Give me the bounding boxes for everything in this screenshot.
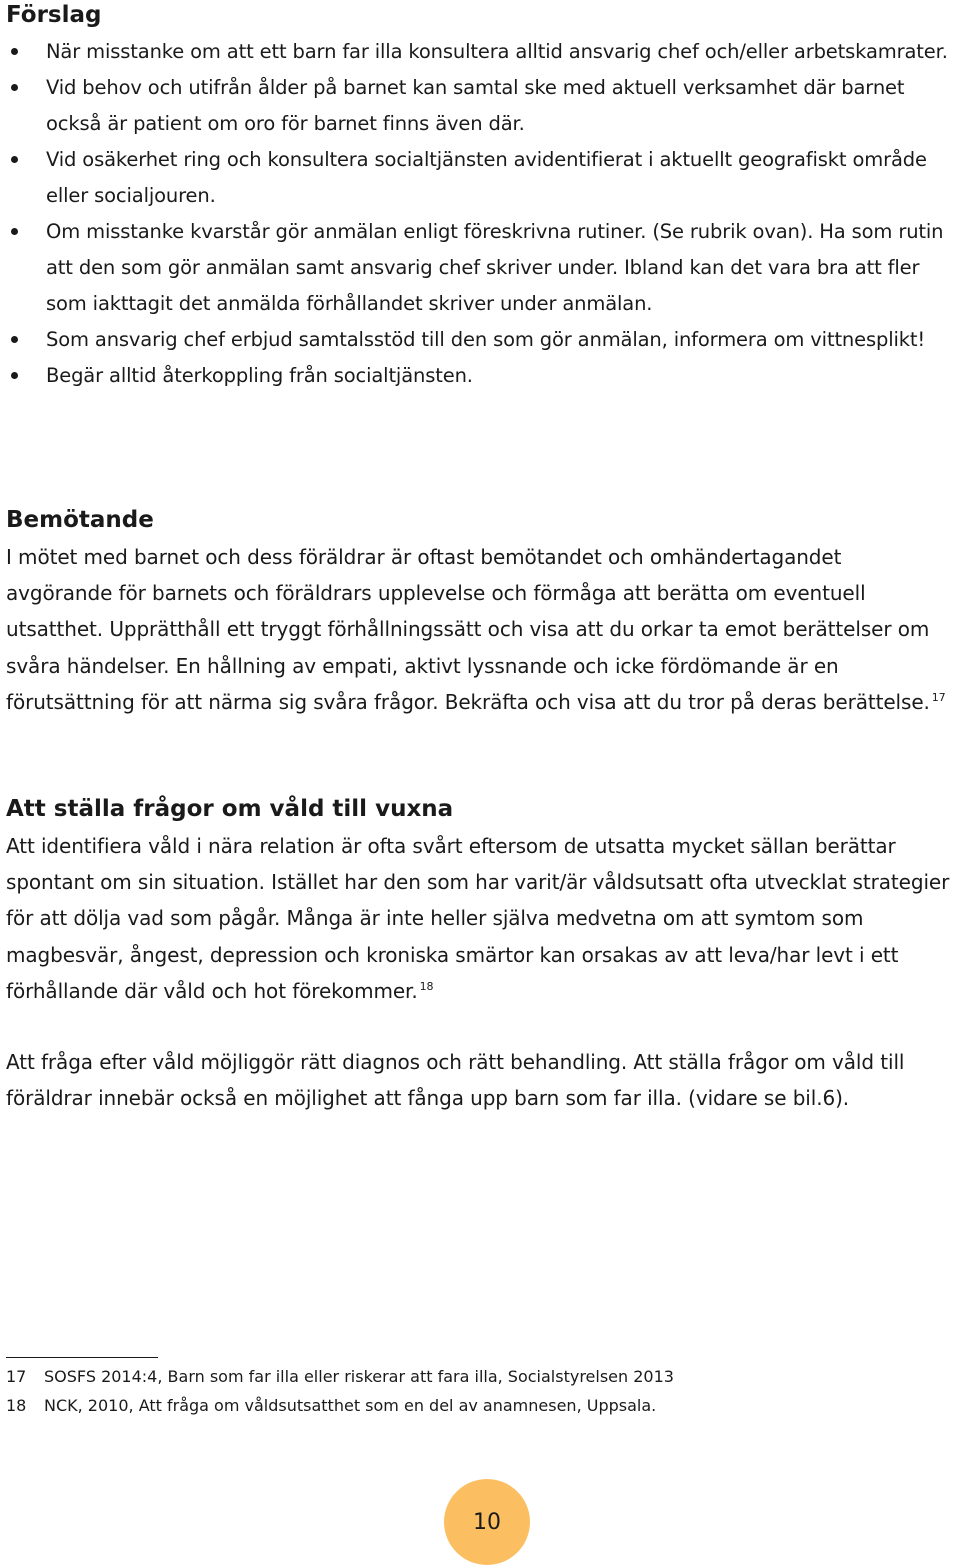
section-fragor	[6, 794, 960, 1116]
footnote-number: 17	[6, 1367, 27, 1386]
list-item: Vid osäkerhet ring och konsultera socialtjänsten avidentifierat i aktuellt geografiskt område eller socialjouren.	[6, 142, 960, 214]
list-item: Om misstanke kvarstår gör anmälan enligt föreskrivna rutiner. (Se rubrik ovan). Ha som rutin att den som gör anmälan samt ansvarig chef skriver under. Ibland kan det vara bra att fler som iakttagit det anmälda förhållandet skriver under anmälan.	[6, 214, 960, 322]
bemotande-paragraph: I mötet med barnet och dess föräldrar är oftast bemötandet och omhändertagandet avgörande för barnets och föräldrars upplevelse och förmåga att berätta om eventuell utsatthet. Upprätthåll ett tryggt förhållningssätt och visa att du orkar ta emot berättelser om svåra händelser. En hållning av empati, aktivt lyssnande och icke fördömande är en förutsättning för att närma sig svåra frågor. Bekräfta och visa att du tror på deras berättelse. $^{17}$	[6, 545, 946, 714]
footnote-number: 18	[6, 1396, 27, 1415]
list-item: Vid behov och utifrån ålder på barnet kan samtal ske med aktuell verksamhet där barnet också är patient om oro för barnet finns även där.	[6, 70, 960, 142]
list-item: När misstanke om att ett barn far illa konsultera alltid ansvarig chef och/eller arbetskamrater.	[6, 34, 960, 70]
footnote-17	[6, 1362, 946, 1391]
section-forslag	[6, 0, 960, 394]
footnotes	[6, 1362, 946, 1420]
section-heading-fragor: Att ställa frågor om våld till vuxna	[6, 796, 454, 822]
bullet-icon	[11, 336, 18, 343]
fragor-paragraph-1: Att identifiera våld i nära relation är ofta svårt eftersom de utsatta mycket sällan berättar spontant om sin situation. Istället har den som har varit/är våldsutsatt ofta utvecklat strategier för att dölja vad som pågår. Många är inte heller själva medvetna om att symtom som magbesvär, ångest, depression och kroniska smärtor kan orsakas av att leva/har levt i ett förhållande där våld och hot förekommer. $^{18}$	[6, 834, 950, 1003]
list-item: Begär alltid återkoppling från socialtjänsten.	[6, 358, 960, 394]
footnote-text: SOSFS 2014:4, Barn som far illa eller riskerar att fara illa, Socialstyrelsen 2013	[44, 1367, 674, 1386]
section-bemotande	[6, 505, 946, 720]
section-heading-bemotande: Bemötande	[6, 507, 154, 533]
fragor-paragraph-2: Att fråga efter våld möjliggör rätt diagnos och rätt behandling. Att ställa frågor om våld till föräldrar innebär också en möjlighet att fånga upp barn som far illa. (vidare se bil.6).	[6, 1050, 905, 1111]
bullet-icon	[11, 156, 18, 163]
bullet-icon	[11, 228, 18, 235]
section-heading-forslag: Förslag	[6, 2, 102, 28]
footnote-text: NCK, 2010, Att fråga om våldsutsatthet som en del av anamnesen, Uppsala.	[44, 1396, 657, 1415]
page-number: 10	[473, 1509, 501, 1535]
list-item: Som ansvarig chef erbjud samtalsstöd till den som gör anmälan, informera om vittnesplikt!	[6, 322, 960, 358]
footnote-divider	[6, 1357, 158, 1358]
bullet-icon	[11, 372, 18, 379]
bullet-icon	[11, 84, 18, 91]
footnote-18	[6, 1391, 946, 1420]
page-number-badge	[444, 1479, 530, 1565]
bullet-icon	[11, 48, 18, 55]
footnote-ref-18[interactable]: 18	[419, 979, 434, 993]
footnote-ref-17[interactable]: 17	[931, 690, 946, 704]
forslag-bullet-list	[6, 34, 960, 394]
